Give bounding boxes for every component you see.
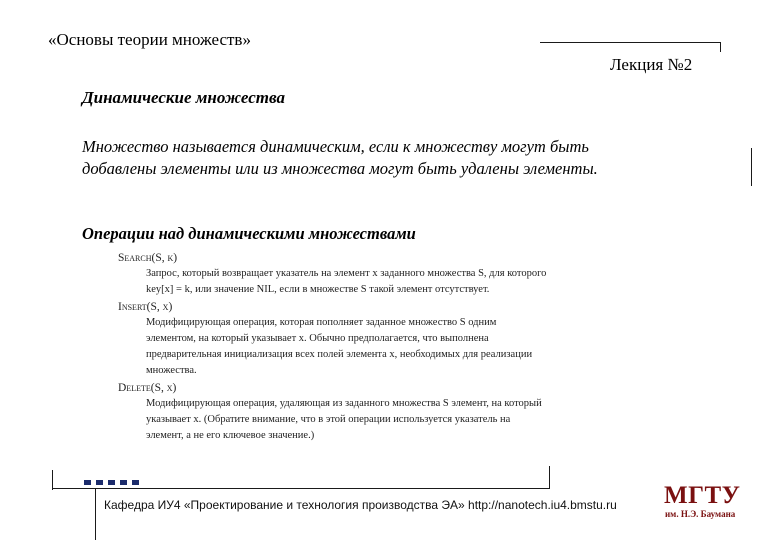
operations-list — [118, 250, 548, 445]
university-logo: МГТУ — [664, 482, 741, 509]
right-edge-marker — [751, 148, 752, 186]
footer-rule — [52, 488, 550, 489]
university-logo-subtitle: им. Н.Э. Баумана — [665, 509, 736, 519]
course-title: «Основы теории множеств» — [48, 30, 251, 49]
header-rule — [540, 42, 720, 43]
dot — [108, 480, 115, 485]
operations-heading: Операции над динамическими множествами — [82, 224, 416, 243]
operation-delete — [118, 380, 548, 444]
footer-vertical-rule — [95, 488, 96, 540]
operation-name: Insert(S, x) — [118, 301, 173, 313]
dot — [132, 480, 139, 485]
lecture-number: Лекция №2 — [610, 55, 693, 74]
operation-description: Модифицирующая операция, которая пополняет заданное множество S одним элементом, на который указывает x. Обычно предполагается, что выполнена предварительная инициализация всех полей элемента x, необходимых для реализации множества. — [146, 317, 533, 376]
definition-text: Множество называется динамическим, если к множеству могут быть добавлены элементы или из множества могут быть удалены элементы. — [82, 137, 598, 178]
operation-insert — [118, 299, 548, 379]
operation-description: Модифицирующая операция, удаляющая из заданного множества S элемент, на который указывает x. (Обратите внимание, что в этой операции используется указатель на элемент, а не его ключевое значение.) — [146, 398, 542, 441]
header-rule-tick — [720, 42, 721, 52]
footer-left-tick — [52, 470, 53, 490]
footer-right-tick — [549, 466, 550, 489]
operation-name: Delete(S, x) — [118, 382, 177, 394]
footer-text: Кафедра ИУ4 «Проектирование и технология производства ЭА» http://nanotech.iu4.bmstu.ru — [104, 498, 617, 512]
dot — [96, 480, 103, 485]
operation-description: Запрос, который возвращает указатель на элемент x заданного множества S, для которого key[x] = k, или значение NIL, если в множестве S такой элемент отсутствует. — [146, 268, 547, 295]
dot — [84, 480, 91, 485]
operation-search — [118, 250, 548, 298]
section-heading: Динамические множества — [82, 88, 285, 107]
operation-name: Search(S, k) — [118, 252, 178, 264]
dot — [120, 480, 127, 485]
